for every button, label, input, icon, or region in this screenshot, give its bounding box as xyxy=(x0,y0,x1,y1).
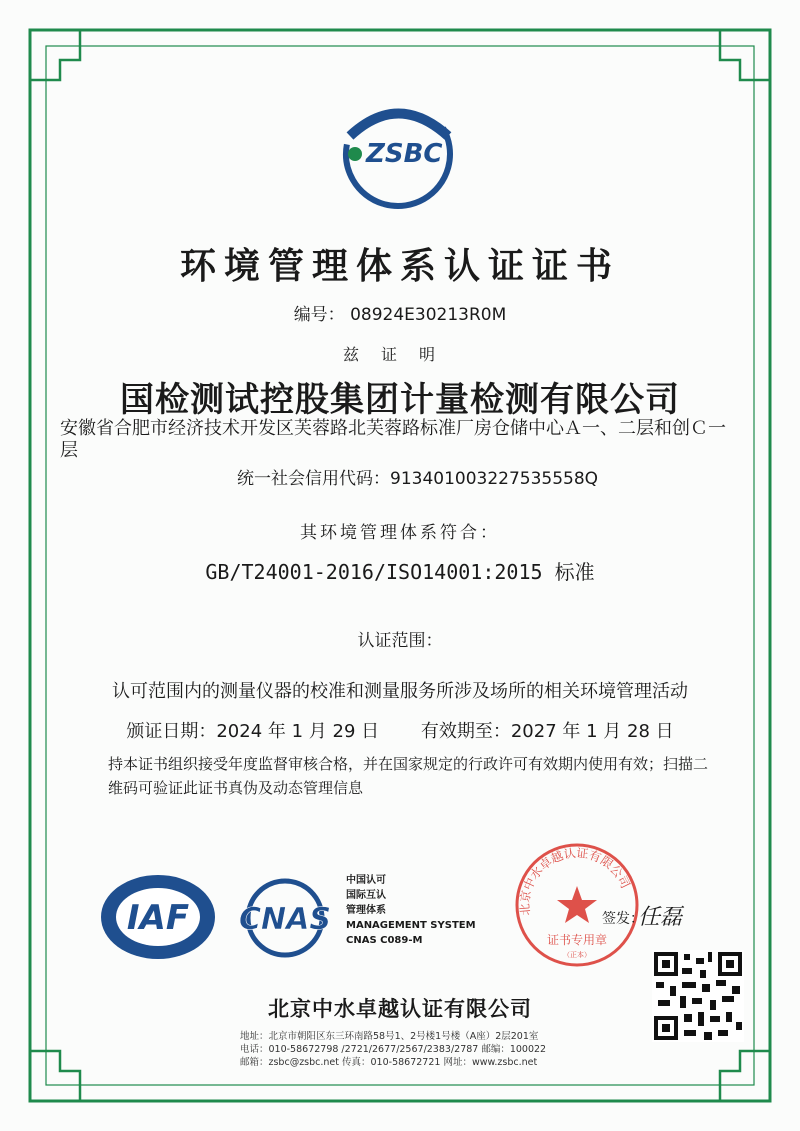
dates-row xyxy=(0,717,800,743)
issue-date: 颁证日期：2024 年 1 月 29 日 xyxy=(126,721,380,742)
iaf-badge xyxy=(98,872,218,962)
cnas-text-line: 管理体系 xyxy=(346,905,386,916)
company-name: 国检测试控股集团计量检测有限公司 xyxy=(120,380,680,420)
standard: GB/T24001-2016/ISO14001:2015 标准 xyxy=(205,560,595,584)
validity-notice: 持本证书组织接受年度监督审核合格，并在国家规定的行政许可有效期内使用有效；扫描二维码可验证此证书真伪及动态管理信息 xyxy=(108,755,709,797)
valid-until: 有效期至：2027 年 1 月 28 日 xyxy=(420,721,674,742)
cnas-accreditation-text xyxy=(346,873,476,948)
cnas-badge-letters: CNAS xyxy=(239,902,331,937)
zsbc-logo-text: ZSBC xyxy=(366,139,443,169)
official-seal xyxy=(512,840,642,970)
credit-code: 统一社会信用代码：913401003227535558Q xyxy=(237,469,599,489)
issuer-phone: 电话：010-58672798 /2721/2677/2567/2383/2787 邮编：100022 xyxy=(240,1044,547,1055)
certificate-number: 编号： 08924E30213R0M xyxy=(293,305,507,325)
signature-label: 签发： xyxy=(602,911,644,927)
witness-label: 兹证明 xyxy=(342,345,457,364)
issuer-name: 北京中水卓越认证有限公司 xyxy=(268,997,532,1021)
seal-sub-text: （正本） xyxy=(563,951,591,959)
zsbc-logo xyxy=(330,96,470,216)
company-address: 安徽省合肥市经济技术开发区芙蓉路北芙蓉路标准厂房仓储中心Ａ一、二层和创Ｃ一层 xyxy=(60,418,726,461)
seal-ring-text: 北京中水卓越认证有限公司 xyxy=(517,845,633,917)
cnas-text-line: 中国认可 xyxy=(346,875,386,886)
signature: 任磊 xyxy=(638,905,683,930)
seal-bottom-text: 证书专用章 xyxy=(546,933,608,947)
conformity-label: 其环境管理体系符合： xyxy=(300,523,500,543)
iaf-badge-letters: IAF xyxy=(126,898,190,938)
scope-label: 认证范围： xyxy=(357,631,443,651)
issuer-contact: 邮箱：zsbc@zsbc.net 传真：010-58672721 网址：www.zsbc.net xyxy=(240,1057,538,1068)
issuer-address: 地址：北京市朝阳区东三环南路58号1、2号楼1号楼（A座）2层201室 xyxy=(240,1031,539,1042)
cnas-badge xyxy=(230,878,340,958)
cnas-text-line: CNAS C089-M xyxy=(346,935,423,946)
certificate-title: 环境管理体系认证证书 xyxy=(179,246,620,287)
certification-scope: 认可范围内的测量仪器的校准和测量服务所涉及场所的相关环境管理活动 xyxy=(112,681,688,702)
cnas-text-line: MANAGEMENT SYSTEM xyxy=(346,920,476,931)
cnas-text-line: 国际互认 xyxy=(346,890,386,901)
